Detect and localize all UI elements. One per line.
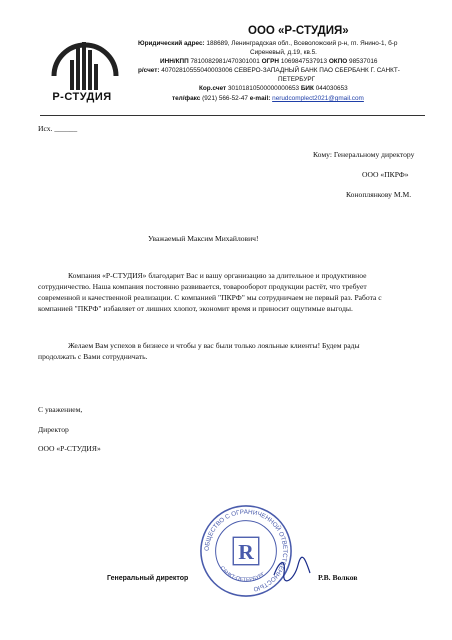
para2-line1: Желаем Вам успехов в бизнесе и чтобы у вас были только лояльные клиенты! Будем рады bbox=[68, 341, 360, 350]
inn-label: ИНН/КПП bbox=[160, 58, 189, 65]
signatory-title: Генеральный директор bbox=[107, 575, 189, 582]
legal-address-line1 bbox=[138, 40, 397, 49]
email-link[interactable]: nerudcomplect2021@gmail.com bbox=[272, 95, 364, 102]
para1-line3: современной и качественной реализации. С компанией "ПКРФ" мы сотрудничаем не первый раз. Работа с bbox=[38, 293, 382, 302]
recipient-line3: Коноплянкову М.М. bbox=[346, 190, 412, 199]
company-stamp-icon bbox=[197, 502, 295, 600]
company-title: ООО «Р-СТУДИЯ» bbox=[248, 25, 349, 37]
handwritten-signature-icon bbox=[272, 555, 312, 583]
inn-value: 7810082981/470301001 bbox=[190, 58, 260, 65]
bik-value: 044030653 bbox=[315, 85, 348, 92]
body-paragraph-2 bbox=[38, 340, 424, 362]
closing-position: Директор bbox=[38, 425, 69, 434]
requisites-line bbox=[160, 58, 377, 67]
para1-line1: Компания «Р-СТУДИЯ» благодарит Вас и вашу организацию за длительное и продуктивное bbox=[68, 271, 367, 280]
para1-line4: компанией "ПКРФ" избавляет от лишних хлопот, экономит время и приносит ощутимые выгоды. bbox=[38, 304, 353, 313]
header-divider bbox=[40, 115, 425, 116]
korr-value: 30101810500000000653 bbox=[227, 85, 300, 92]
email-label: e-mail: bbox=[249, 95, 271, 102]
closing-company: ООО «Р-СТУДИЯ» bbox=[38, 444, 101, 453]
korr-label: Кор.счет bbox=[199, 85, 227, 92]
stamp-center-letter: R bbox=[238, 539, 254, 564]
para1-line2: сотрудничество. Наша компания постоянно развивается, товарооборот продукции растёт, что требует bbox=[38, 282, 367, 291]
signatory-name: Р.В. Волков bbox=[318, 573, 358, 582]
ogrn-value: 1069847537913 bbox=[280, 58, 328, 65]
phone-value: (921) 566-52-47 bbox=[202, 95, 248, 102]
legal-address-value: 188689, Ленинградская обл., Всеволожский р-н, гп. Янино-1, б-р bbox=[206, 40, 398, 47]
account-line1 bbox=[138, 67, 400, 76]
stamp-bottom-text: САНКТ-ПЕТЕРБУРГ bbox=[218, 565, 267, 584]
recipient-line2: ООО «ПКРФ» bbox=[362, 170, 409, 179]
stamp-ring-text: ОБЩЕСТВО С ОГРАНИЧЕННОЙ ОТВЕТСТВЕННОСТЬЮ bbox=[203, 508, 289, 593]
account-line2: ПЕТЕРБУРГ bbox=[278, 76, 316, 83]
okpo-value: 98537016 bbox=[349, 58, 378, 65]
ogrn-label: ОГРН bbox=[261, 58, 280, 65]
recipient-line1: Кому: Генеральному директору bbox=[313, 150, 415, 159]
korr-line bbox=[199, 85, 348, 94]
account-value: 40702810555040003006 СЕВЕРО-ЗАПАДНЫЙ БАНК ПАО СБЕРБАНК Г. САНКТ- bbox=[161, 67, 400, 74]
logo-text: Р-СТУДИЯ bbox=[52, 91, 112, 103]
legal-address-line2: Сиреневый, д.19, кв.5. bbox=[250, 49, 317, 56]
legal-address-label: Юридический адрес: bbox=[138, 40, 205, 47]
greeting: Уважаемый Максим Михайлович! bbox=[148, 234, 259, 243]
contact-line bbox=[172, 95, 364, 104]
svg-text:САНКТ-ПЕТЕРБУРГ bbox=[219, 565, 267, 583]
closing-regards: С уважением, bbox=[38, 405, 83, 414]
phone-label: тел/факс bbox=[172, 95, 201, 102]
para2-line2: продолжать с Вами сотрудничать. bbox=[38, 352, 148, 361]
outgoing-number: Исх. ______ bbox=[38, 124, 78, 133]
bik-label: БИК bbox=[300, 85, 314, 92]
body-paragraph-1 bbox=[38, 270, 424, 314]
okpo-label: ОКПО bbox=[328, 58, 348, 65]
account-label: р/счет: bbox=[138, 67, 160, 74]
